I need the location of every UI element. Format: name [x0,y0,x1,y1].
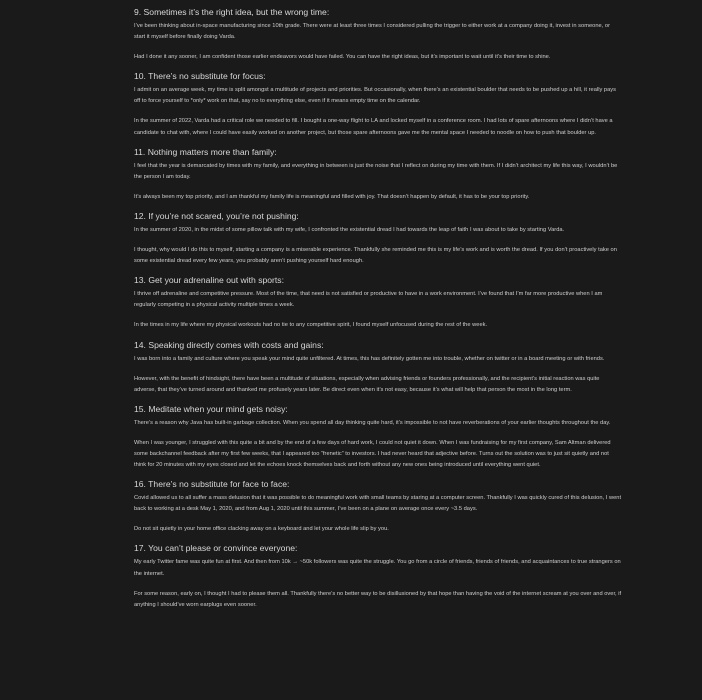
section-paragraph: In the summer of 2020, in the midst of some pillow talk with my wife, I confronted the existential dread I had towards the leap of faith I was about to take by starting Varda. [134,226,565,233]
section-paragraph: Covid allowed us to all suffer a mass delusion that it was possible to do meaningful work with small teams by staring at a computer screen. Thankfully I was quickly cured of this delusion, I went back to working at a desk May 1, 2020, and from Aug 1, 2020 until this summer, I’ve been on a plane on average once every ~3.5 days. [134,495,622,513]
lesson-section [134,475,622,535]
lesson-section [134,336,622,396]
section-paragraph: There’s a reason why Java has built-in garbage collection. When you spend all day thinking quite hard, it’s impossible to not have reverberations of your earlier thoughts throughout the day. [134,419,611,426]
section-heading: 16. There’s no substitute for face to face: [134,479,290,490]
section-heading: 10. There’s no substitute for focus: [134,71,266,82]
section-heading: 17. You can’t please or convince everyone: [134,543,298,554]
section-paragraph: I feel that the year is demarcated by times with my family, and everything in between is just the noise that I reflect on during my time with them. If I didn’t architect my life this way, I wouldn’t be the person I am today. [134,162,618,180]
section-paragraph: I thrive off adrenaline and competitive pressure. Most of the time, that need is not satisfied or productive to have in a work environment. I’ve found that I’m far more productive when I am regularly competing in a physical activity multiple times a week. [134,291,603,309]
lesson-section [134,67,622,138]
section-paragraph: However, with the benefit of hindsight, there have been a multitude of situations, especially when advising friends or founders professionally, and the recipient’s initial reaction was quite adverse, that they’ve turned around and thanked me profusely years later. Be direct even when it’s not easy, because it’s what will help that person the most in the long term. [134,375,600,393]
lesson-section [134,400,622,471]
section-paragraph: My early Twitter fame was quite fun at first. And then from 10k → ~50k followers was quite the struggle. You go from a circle of friends, friends of friends, and acquaintances to true strangers on the internet. [134,559,621,577]
lesson-section [134,207,622,267]
section-paragraph: I was born into a family and culture where you speak your mind quite unfiltered. At times, this has definitely gotten me into trouble, whether on twitter or in a board meeting or with friends. [134,355,605,362]
section-paragraph: I thought, why would I do this to myself, starting a company is a miserable experience. Thankfully she reminded me this is my life’s work and is worth the dread. If you don’t proactively take on some existential dread every few years, you probably aren’t pushing yourself hard enough. [134,247,617,265]
section-heading: 13. Get your adrenaline out with sports: [134,275,284,286]
section-paragraph: I’ve been thinking about in-space manufacturing since 10th grade. There were at least three times I considered pulling the trigger to either work at a company doing it, invest in someone, or start it myself before finally doing Varda. [134,23,611,41]
section-paragraph: In the times in my life where my physical workouts had no tie to any competitive spirit, I found myself unfocused during the rest of the week. [134,322,488,329]
section-paragraph: Do not sit quietly in your home office clacking away on a keyboard and let your whole life slip by you. [134,526,389,533]
sections-list [134,3,622,611]
lesson-section [134,143,622,203]
section-paragraph: In the summer of 2022, Varda had a critical role we needed to fill. I bought a one-way flight to LA and locked myself in a conference room. I had lots of spare afternoons where I didn’t have a candidate to chat with, where I could have easily worked on another project, but those spare afternoons gave me the mental space I needed to noodle on how to push that boulder up. [134,118,613,136]
section-paragraph: I admit on an average week, my time is split amongst a multitude of projects and priorities. But occasionally, when there’s an existential boulder that needs to be pushed up a hill, it really pays off to force yourself to *only* work on that, say no to everything else, even if it means empty time on the calendar. [134,87,617,105]
section-paragraph: When I was younger, I struggled with this quite a bit and by the end of a few days of hard work, I could not quiet it down. When I was fundraising for my first company, Sam Altman delivered some backchannel feedback after my first few weeks, that I appeared too “frenetic” to investors. I had never heard that adjective before. Turns out the solution was to just sit quietly and not think for 20 minutes with my eyes closed and let the echoes knock themselves back and forth without any new ones being introduced until everything went quiet. [134,439,611,469]
lesson-section [134,3,622,63]
section-heading: 12. If you’re not scared, you’re not pushing: [134,210,299,221]
section-paragraph: It’s always been my top priority, and I am thankful my family life is meaningful and filled with joy. That doesn’t happen by default, it has to be your top priority. [134,193,530,200]
section-heading: 11. Nothing matters more than family: [134,146,277,157]
section-paragraph: For some reason, early on, I thought I had to please them all. Thankfully there’s no better way to be disillusioned by that hope than having the void of the internet scream at you over and over, if anything I should’ve worn earplugs even sooner. [134,590,622,608]
lesson-section [134,271,622,331]
section-heading: 14. Speaking directly comes with costs and gains: [134,339,324,350]
section-heading: 9. Sometimes it’s the right idea, but the wrong time: [134,7,330,17]
lesson-section [134,539,622,610]
section-paragraph: Had I done it any sooner, I am confident those earlier endeavors would have failed. You can have the right ideas, but it’s important to wait until it’s their time to shine. [134,54,551,61]
section-heading: 15. Meditate when your mind gets noisy: [134,403,288,414]
